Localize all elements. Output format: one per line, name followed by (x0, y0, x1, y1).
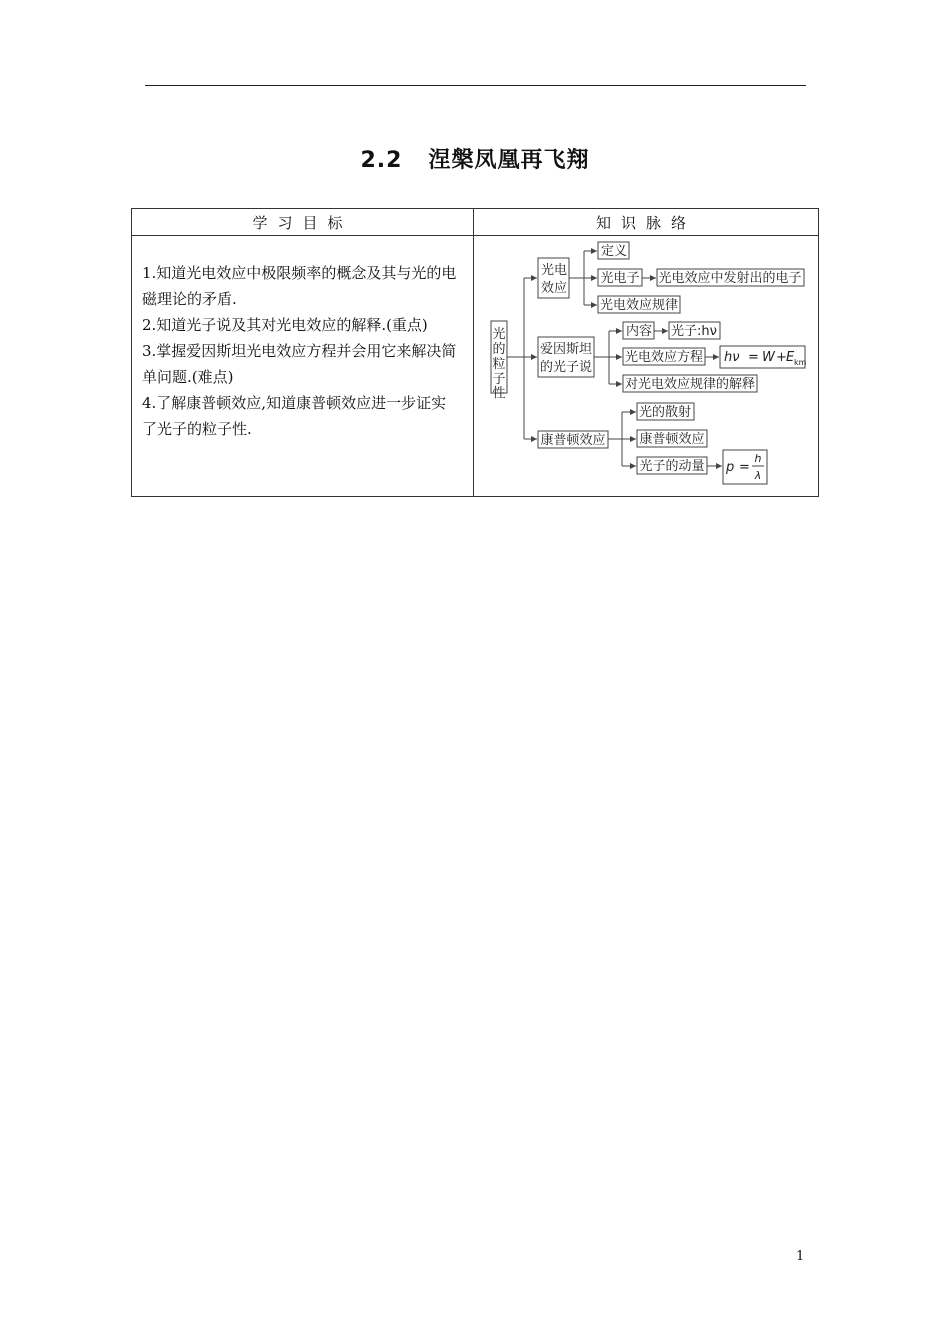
goals-cell (132, 236, 474, 497)
pe-child-laws: 光电效应规律 (599, 298, 679, 313)
mom-eq: = (739, 460, 750, 475)
eq-subscript: km (794, 358, 807, 367)
ein-child-equation: 光电效应方程 (624, 350, 704, 365)
photoelectric-label-line2: 效应 (540, 281, 568, 296)
goal-item: 4.了解康普顿效应,知道康普顿效应进一步证实了光子的粒子性. (142, 394, 447, 438)
eq-lhs: hν (724, 350, 740, 365)
connector (594, 331, 609, 384)
knowledge-diagram (474, 236, 818, 492)
root-char: 子 (492, 372, 506, 387)
einstein-label-line1: 爱因斯坦 (539, 342, 593, 357)
section-number: 2.2 (360, 148, 403, 173)
root-char: 的 (492, 342, 506, 357)
photoelectron-definition: 光电效应中发射出的电子 (658, 271, 802, 286)
ein-child-explanation: 对光电效应规律的解释 (624, 377, 756, 392)
objectives-table (131, 208, 819, 497)
eq-energy: E (786, 350, 795, 365)
eq-plus: + (776, 350, 787, 365)
content-value: 光子:hν (671, 324, 717, 339)
knowledge-diagram-cell (474, 236, 819, 497)
mom-numerator: h (754, 452, 762, 465)
comp-child-scattering: 光的散射 (638, 405, 692, 420)
goal-item: 1.知道光电效应中极限频率的概念及其与光的电磁理论的矛盾. (142, 264, 457, 308)
header-rule (145, 85, 806, 86)
column-header-goals: 学习目标 (132, 209, 474, 236)
comp-child-compton: 康普顿效应 (639, 432, 705, 447)
connector (569, 251, 584, 305)
page-number: 1 (796, 1249, 805, 1264)
column-header-context: 知识脉络 (474, 209, 819, 236)
goal-item: 2.知道光子说及其对光电效应的解释.(重点) (142, 316, 428, 334)
pe-child-definition: 定义 (600, 244, 628, 259)
goal-list (132, 236, 473, 442)
page-title (0, 143, 950, 174)
compton-label: 康普顿效应 (540, 433, 606, 448)
pe-child-photoelectron: 光电子 (600, 271, 640, 286)
einstein-label-line2: 的光子说 (539, 360, 593, 375)
eq-work: W (762, 350, 775, 365)
root-char: 光 (492, 327, 506, 342)
comp-child-momentum: 光子的动量 (639, 459, 705, 474)
root-char: 粒 (492, 357, 506, 372)
photoelectric-label-line1: 光电 (540, 263, 568, 278)
mom-p: p (726, 460, 735, 475)
section-title: 涅槃凤凰再飞翔 (428, 148, 590, 173)
mom-denominator: λ (754, 469, 762, 482)
eq-equals: = (748, 350, 759, 365)
goal-item: 3.掌握爱因斯坦光电效应方程并会用它来解决简单问题.(难点) (142, 342, 457, 386)
connector (608, 412, 622, 466)
ein-child-content: 内容 (625, 324, 653, 339)
root-char: 性 (492, 386, 506, 401)
